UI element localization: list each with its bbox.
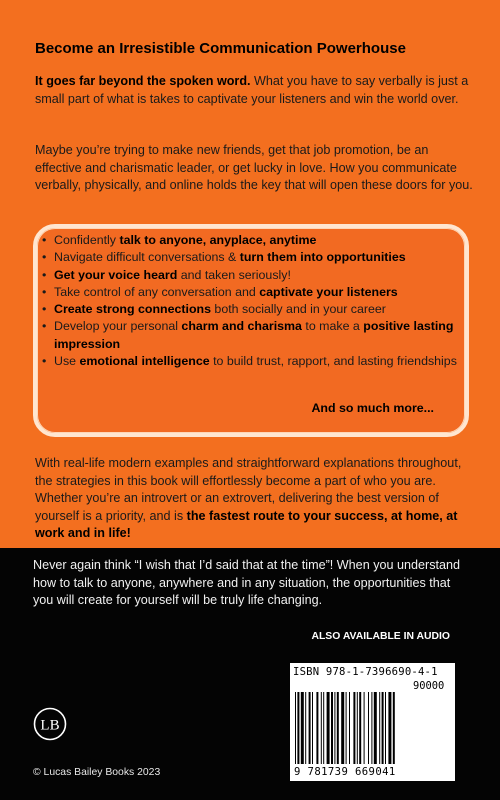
svg-text:LB: LB (40, 717, 60, 734)
benefit-item: • Use emotional intelligence to build trust, rapport, and lasting friendships (40, 353, 460, 370)
audio-availability-label: ALSO AVAILABLE IN AUDIO (311, 631, 450, 642)
benefit-item: • Develop your personal charm and charisma to make a positive lasting impression (40, 318, 460, 353)
benefit-item: • Confidently talk to anyone, anyplace, anytime (40, 232, 460, 249)
second-paragraph: Maybe you’re trying to make new friends, get that job promotion, be an effective and charismatic leader, or get lucky in love. How you communicate verbally, physically, and online holds the key that will open these doors for you. (35, 143, 473, 192)
intro-text: What you have to say verbally is just a small part of what is takes to captivate your listeners and win the world over. (35, 74, 469, 106)
barcode-bars (294, 692, 451, 764)
closing-paragraph: Never again think “I wish that I’d said that at the time”! When you understand how to talk to anyone, anywhere and in any situation, the opportunities that you will create for yourself will be truly life changing. (33, 558, 461, 607)
benefit-item: • Get your voice heard and taken seriously! (40, 267, 460, 284)
benefits-list (40, 232, 460, 370)
benefit-item: • Take control of any conversation and captivate your listeners (40, 284, 460, 301)
isbn-number: ISBN 978-1-7396690-4-1 (293, 666, 438, 678)
benefit-item: • Create strong connections both socially and in your career (40, 301, 460, 318)
benefit-item: • Navigate difficult conversations & turn them into opportunities (40, 249, 460, 266)
and-more-label: And so much more... (311, 401, 434, 415)
strategies-paragraph: With real-life modern examples and straightforward explanations throughout, the strategies in this book will effortlessly become a part of who you are. Whether you’re an introvert or an extrovert, delivering the best version of yourself is a priority, and is the fastest route to your success, at home, at work and in life! (35, 456, 462, 540)
intro-paragraph (35, 73, 475, 108)
intro-bold: It goes far beyond the spoken word. (35, 74, 251, 88)
copyright-notice: © Lucas Bailey Books 2023 (33, 767, 161, 778)
ean-number: 9 781739 669041 (294, 766, 396, 778)
cover-heading: Become an Irresistible Communication Powerhouse (35, 40, 406, 57)
price-code: 90000 (413, 680, 445, 692)
publisher-logo-icon (33, 707, 67, 741)
isbn-barcode (290, 663, 455, 781)
